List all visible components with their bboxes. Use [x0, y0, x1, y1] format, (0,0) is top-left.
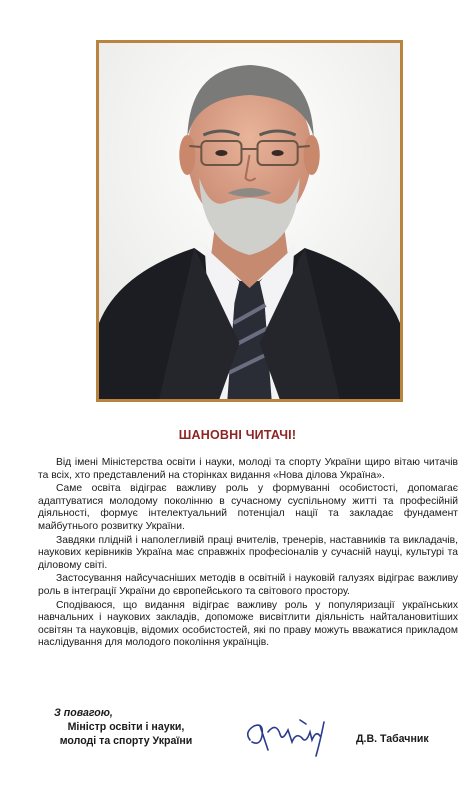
letter-body [38, 457, 458, 651]
portrait-frame [96, 40, 403, 402]
page-title: ШАНОВНІ ЧИТАЧІ! [178, 428, 297, 442]
closing-regards: З повагою, [54, 707, 113, 719]
closing-block [36, 706, 216, 748]
portrait-photo [99, 43, 400, 399]
author-position-line2: молоді та спорту України [59, 735, 193, 747]
paragraph: Завдяки плідній і наполегливій праці вчителів, тренерів, наставників та викладачів, наукових керівників Україна має справжніх професіоналів у сучасній науці, культурі та діловому світі. [38, 534, 458, 571]
signer-name: Д.В. Табачник [356, 733, 429, 745]
paragraph: Застосування найсучасніших методів в освітній і науковій галузях відіграє важливу роль в інтеграції України до європейського та світового простору. [38, 573, 458, 597]
signature-image [240, 702, 340, 762]
paragraph: Саме освіта відіграє важливу роль у формуванні особистості, допомагає адаптуватися молодому поколінню в сучасному суспільному житті та професійній діяльності, формує інтелектуальний потенціал нації та закладає фундамент майбутнього розвитку України. [38, 483, 458, 532]
paragraph: Від імені Міністерства освіти і науки, молоді та спорту України щиро вітаю читачів та всіх, хто представлений на сторінках видання «Нова ділова Україна». [38, 457, 458, 481]
paragraph: Сподіваюся, що видання відіграє важливу роль у популяризації українських навчальних і наукових закладів, допоможе висвітлити діяльність найталановитіших освітян та науковців, відомих особистостей, які по праву можуть вважатися прикладом наслідування для молодого покоління українців. [38, 599, 458, 649]
author-position-line1: Міністр освіти і науки, [67, 721, 185, 733]
